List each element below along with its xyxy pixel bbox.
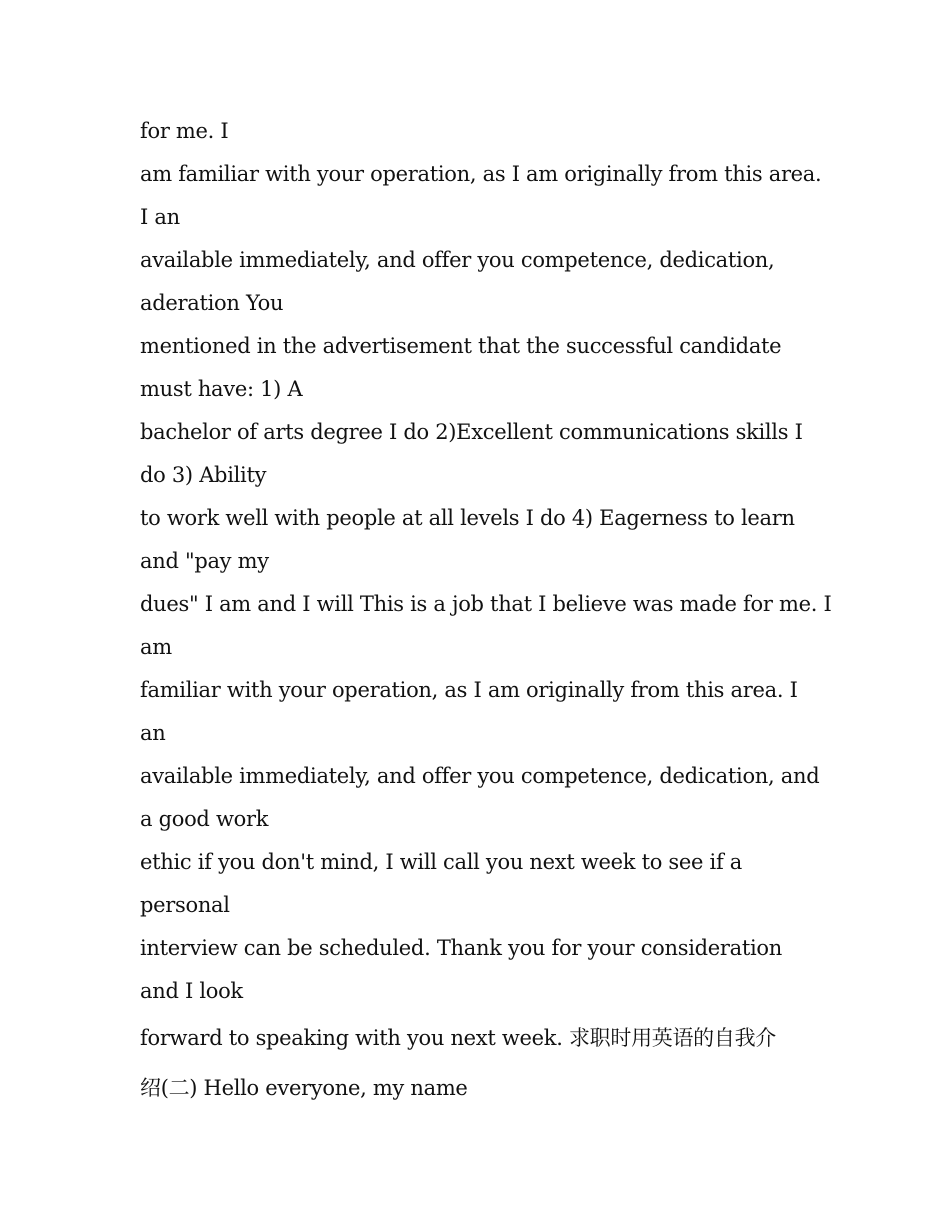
text-line: forward to speaking with you next week. 求职时用英语的自我介 <box>140 1026 776 1050</box>
text-line: familiar with your operation, as I am originally from this area. I <box>140 678 798 702</box>
text-line: for me. I <box>140 119 229 143</box>
text-line: ethic if you don't mind, I will call you next week to see if a <box>140 850 743 874</box>
text-line: an <box>140 721 166 745</box>
text-line: I an <box>140 205 180 229</box>
text-line: mentioned in the advertisement that the successful candidate <box>140 334 782 358</box>
text-line: and I look <box>140 979 243 1003</box>
text-line: am familiar with your operation, as I am originally from this area. <box>140 162 822 186</box>
text-line: available immediately, and offer you competence, dedication, <box>140 248 775 272</box>
text-line: to work well with people at all levels I do 4) Eagerness to learn <box>140 506 795 530</box>
text-line: a good work <box>140 807 269 831</box>
text-line: dues" I am and I will This is a job that I believe was made for me. I <box>140 592 832 616</box>
document-page <box>140 110 832 1113</box>
text-line: available immediately, and offer you competence, dedication, and <box>140 764 820 788</box>
text-line: must have: 1) A <box>140 377 303 401</box>
text-line: and "pay my <box>140 549 269 573</box>
text-line: aderation You <box>140 291 284 315</box>
text-line: bachelor of arts degree I do 2)Excellent communications skills I <box>140 420 803 444</box>
text-line: do 3) Ability <box>140 463 267 487</box>
text-line: personal <box>140 893 230 917</box>
text-line: 绍(二) Hello everyone, my name <box>140 1076 468 1100</box>
text-line: interview can be scheduled. Thank you for your consideration <box>140 936 782 960</box>
text-line: am <box>140 635 172 659</box>
